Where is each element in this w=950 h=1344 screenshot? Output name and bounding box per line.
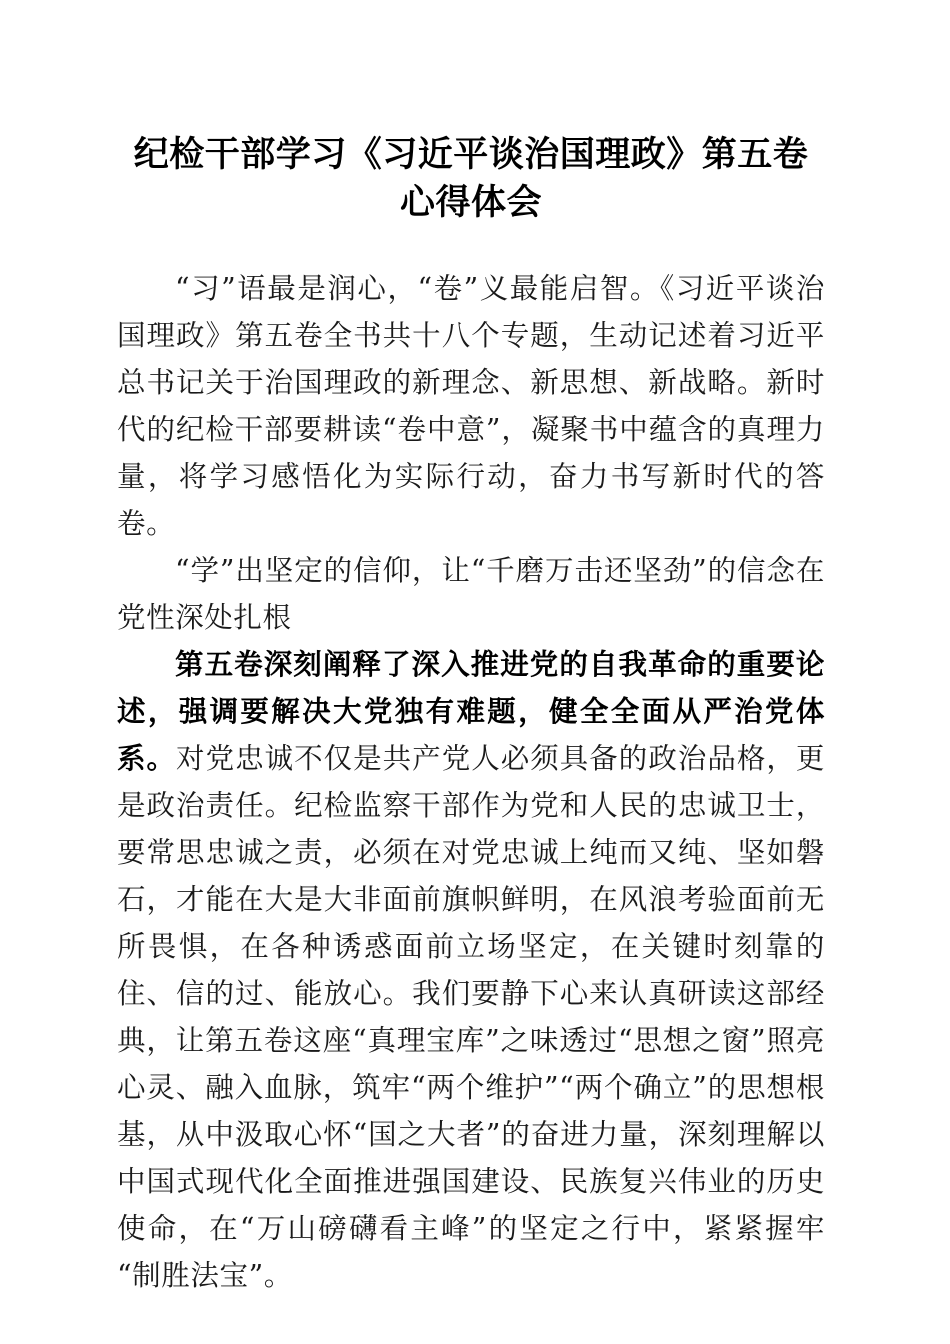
paragraph-3-normal-run: 对党忠诚不仅是共产党人必须具备的政治品格，更是政治责任。纪检监察干部作为党和人民的忠诚卫士，要常思忠诚之责，必须在对党忠诚上纯而又纯、坚如磐石，才能在大是大非面前旗帜鲜明，在风浪考验面前无所畏惧，在各种诱惑面前立场坚定，在关键时刻靠的住、信的过、能放心。我们要静下心来认真研读这部经典，让第五卷这座“真理宝库”之味透过“思想之窗”照亮心灵、融入血脉，筑牢“两个维护”“两个确立”的思想根基，从中汲取心怀“国之大者”的奋进力量，深刻理解以中国式现代化全面推进强国建设、民族复兴伟业的历史使命，在“万山磅礴看主峰”的坚定之行中，紧紧握牢“制胜法宝”。 bbox=[117, 742, 826, 1292]
paragraph-1: “习”语最是润心，“卷”义最能启智。《习近平谈治国理政》第五卷全书共十八个专题，生动记述着习近平总书记关于治国理政的新理念、新思想、新战略。新时代的纪检干部要耕读“卷中意”，凝聚书中蕴含的真理力量，将学习感悟化为实际行动，奋力书写新时代的答卷。 bbox=[117, 272, 825, 540]
paragraph-3-bold-run: 第五卷深刻阐释了深入推进党的自我革命的重要论述，强调要解决大党独有难题，健全全面从严治党体系。 bbox=[117, 647, 825, 775]
paragraph-2-section-heading: “学”出坚定的信仰，让“千磨万击还坚劲”的信念在党性深处扎根 bbox=[117, 554, 825, 634]
page-title: 纪检干部学习《习近平谈治国理政》第五卷心得体会 bbox=[133, 134, 809, 223]
document-body bbox=[117, 0, 825, 1299]
paragraph-3 bbox=[117, 641, 825, 1299]
document-content bbox=[117, 265, 825, 1299]
